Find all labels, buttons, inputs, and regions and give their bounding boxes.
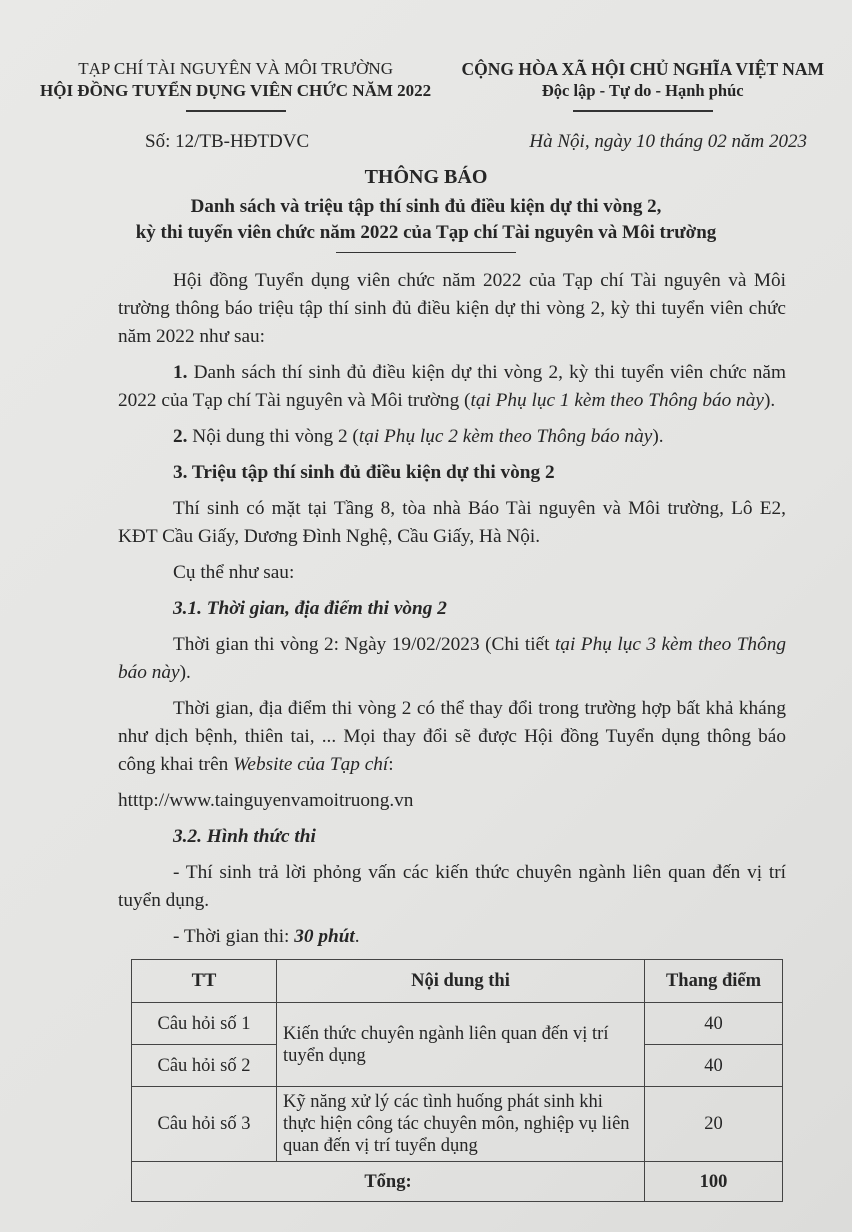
subtitle-line-2: kỳ thi tuyển viên chức năm 2022 của Tạp chí Tài nguyên và Môi trường bbox=[135, 221, 717, 243]
header-tt: TT bbox=[132, 960, 277, 1003]
section-3-1-heading: 3.1. Thời gian, địa điểm thi vòng 2 bbox=[173, 598, 447, 619]
document-date: Hà Nội, ngày 10 tháng 02 năm 2023 bbox=[529, 130, 807, 152]
total-value: 100 bbox=[645, 1162, 783, 1202]
table-row bbox=[132, 1087, 783, 1162]
total-label: Tổng: bbox=[132, 1162, 645, 1202]
exam-content-table bbox=[131, 959, 783, 1202]
item-number: 2. bbox=[173, 426, 188, 447]
cell-score: 20 bbox=[645, 1087, 783, 1162]
cell-content: Kỹ năng xử lý các tình huống phát sinh khi thực hiện công tác chuyên môn, nghiệp vụ liên quan đến vị trí tuyển dụng bbox=[277, 1087, 645, 1162]
subtitle-line-1: Danh sách và triệu tập thí sinh đủ điều kiện dự thi vòng 2, bbox=[190, 195, 662, 217]
cell-score: 40 bbox=[645, 1045, 783, 1087]
change-end: : bbox=[388, 754, 394, 775]
item-3-heading: 3. Triệu tập thí sinh đủ điều kiện dự thi vòng 2 bbox=[173, 462, 555, 483]
item-reference: tại Phụ lục 2 kèm theo Thông báo này bbox=[358, 426, 653, 447]
exam-time-reference: tại Phụ lục 3 kèm theo Thông báo này bbox=[118, 634, 786, 683]
section-3-2-heading: 3.2. Hình thức thi bbox=[173, 826, 316, 847]
item-number: 1. bbox=[173, 362, 188, 383]
duration-end: . bbox=[354, 926, 360, 947]
national-header bbox=[461, 58, 824, 112]
item-end: ). bbox=[652, 426, 664, 447]
details-intro: Cụ thể như sau: bbox=[173, 562, 295, 583]
cell-tt: Câu hỏi số 2 bbox=[132, 1045, 277, 1087]
council-name: HỘI ĐỒNG TUYỂN DỤNG VIÊN CHỨC NĂM 2022 bbox=[40, 81, 432, 100]
table-header-row bbox=[132, 960, 783, 1003]
number-date-row bbox=[0, 130, 852, 154]
item-text: Nội dung thi vòng 2 ( bbox=[187, 426, 359, 447]
header-content: Nội dung thi bbox=[277, 960, 645, 1003]
intro-paragraph: Hội đồng Tuyển dụng viên chức năm 2022 của Tạp chí Tài nguyên và Môi trường thông báo triệu tập thí sinh đủ điều kiện dự thi vòng 2, kỳ thi tuyển viên chức năm 2022 như sau: bbox=[118, 270, 786, 347]
divider bbox=[336, 252, 516, 254]
header-row bbox=[0, 58, 852, 112]
document-title: THÔNG BÁO bbox=[364, 165, 488, 188]
table-row bbox=[132, 1003, 783, 1045]
cell-score: 40 bbox=[645, 1003, 783, 1045]
org-name: TẠP CHÍ TÀI NGUYÊN VÀ MÔI TRƯỜNG bbox=[78, 59, 393, 78]
location-paragraph: Thí sinh có mặt tại Tầng 8, tòa nhà Báo Tài nguyên và Môi trường, Lô E2, KĐT Cầu Giấy, Dương Đình Nghệ, Cầu Giấy, Hà Nội. bbox=[118, 498, 786, 547]
motto: Độc lập - Tự do - Hạnh phúc bbox=[541, 81, 744, 100]
exam-duration bbox=[118, 923, 786, 951]
header-score: Thang điểm bbox=[645, 960, 783, 1003]
exam-time-end: ). bbox=[179, 662, 191, 683]
change-notice bbox=[118, 695, 786, 779]
item-reference: tại Phụ lục 1 kèm theo Thông báo này bbox=[470, 390, 764, 411]
divider bbox=[186, 110, 286, 112]
document-body bbox=[118, 267, 786, 951]
document-number: Số: 12/TB-HĐTDVC bbox=[145, 130, 310, 152]
duration-value: 30 phút bbox=[294, 926, 355, 947]
website-line bbox=[118, 787, 786, 815]
cell-content: Kiến thức chuyên ngành liên quan đến vị trí tuyển dụng bbox=[277, 1003, 645, 1087]
cell-tt: Câu hỏi số 3 bbox=[132, 1087, 277, 1162]
exam-time bbox=[118, 631, 786, 687]
item-2 bbox=[118, 423, 786, 451]
issuer-header bbox=[40, 58, 431, 112]
item-1 bbox=[118, 359, 786, 415]
cell-tt: Câu hỏi số 1 bbox=[132, 1003, 277, 1045]
nation-name: CỘNG HÒA XÃ HỘI CHỦ NGHĨA VIỆT NAM bbox=[461, 59, 824, 79]
duration-label: - Thời gian thi: bbox=[173, 926, 295, 947]
table-total-row bbox=[132, 1162, 783, 1202]
item-text: Danh sách thí sinh đủ điều kiện dự thi vòng 2, kỳ thi tuyển viên chức năm 2022 của Tạp chí Tài nguyên và Môi trường ( bbox=[118, 362, 786, 411]
divider bbox=[573, 110, 713, 112]
item-end: ). bbox=[763, 390, 776, 411]
exam-form: - Thí sinh trả lời phỏng vấn các kiến thức chuyên ngành liên quan đến vị trí tuyển dụng. bbox=[118, 862, 786, 911]
website-label: Website của Tạp chí bbox=[233, 754, 389, 775]
website-url: htttp://www.tainguyenvamoitruong.vn bbox=[118, 790, 414, 811]
document-title-block bbox=[0, 164, 852, 254]
exam-time-text: Thời gian thi vòng 2: Ngày 19/02/2023 (Chi tiết bbox=[173, 634, 555, 655]
change-text: Thời gian, địa điểm thi vòng 2 có thể thay đổi trong trường hợp bất khả kháng như dịch bệnh, thiên tai, ... Mọi thay đổi sẽ được Hội đồng Tuyển dụng thông báo công khai trên bbox=[118, 698, 786, 775]
